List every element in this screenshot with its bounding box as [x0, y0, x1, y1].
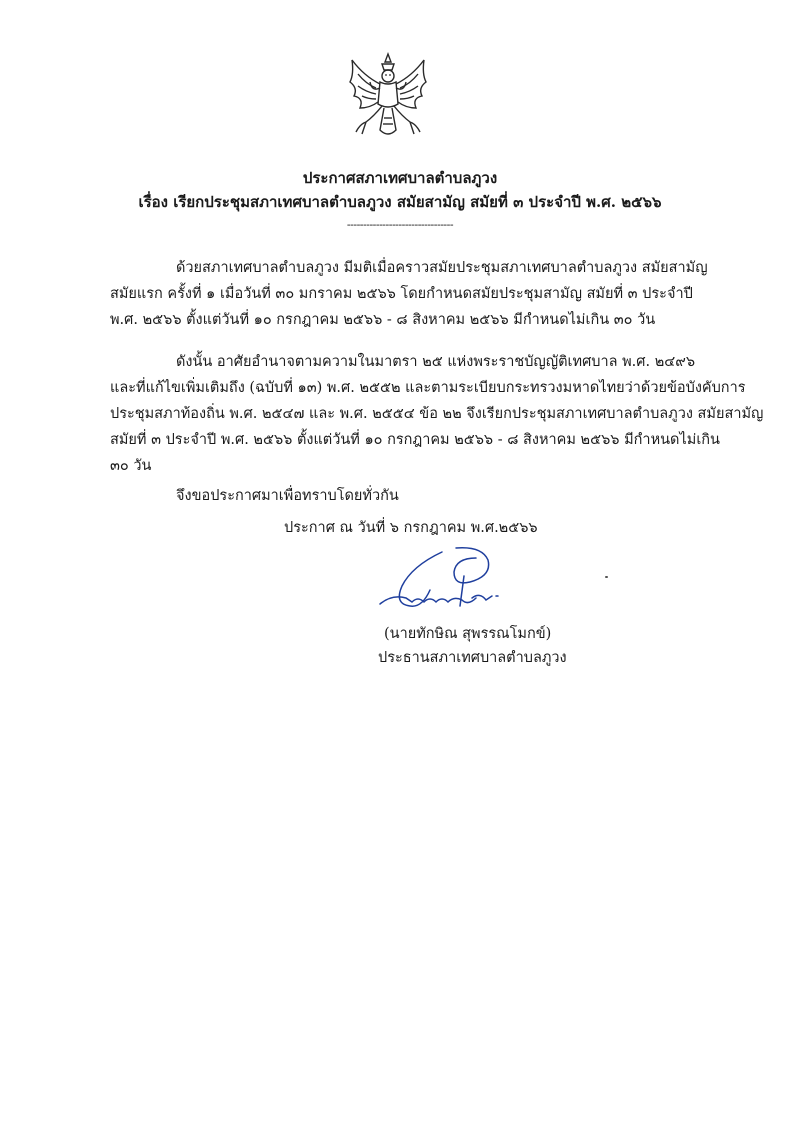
- closing-line: จึงขอประกาศมาเพื่อทราบโดยทั่วกัน: [176, 488, 399, 504]
- signature-icon: [372, 546, 522, 616]
- garuda-emblem-icon: [346, 52, 430, 142]
- dateline: ประกาศ ณ วันที่ ๖ กรกฎาคม พ.ศ.๒๕๖๖: [284, 520, 538, 536]
- announcement-subject: เรื่อง เรียกประชุมสภาเทศบาลตำบลภูวง สมัยสามัญ สมัยที่ ๓ ประจำปี พ.ศ. ๒๕๖๖: [138, 193, 662, 211]
- announcement-title: ประกาศสภาเทศบาลตำบลภูวง: [302, 169, 498, 187]
- ink-speck: [605, 576, 608, 578]
- paragraph-2-line-4: สมัยที่ ๓ ประจำปี พ.ศ. ๒๕๖๖ ตั้งแต่วันที่ ๑๐ กรกฎาคม ๒๕๖๖ - ๘ สิงหาคม ๒๕๖๖ มีกำหนดไม่เกิน: [110, 432, 720, 448]
- paragraph-2-line-5: ๓๐ วัน: [110, 458, 152, 474]
- paragraph-2-line-2: และที่แก้ไขเพิ่มเติมถึง (ฉบับที่ ๑๓) พ.ศ. ๒๕๕๒ และตามระเบียบกระทรวงมหาดไทยว่าด้วยข้อบังคับการ: [110, 380, 746, 396]
- paragraph-2-line-1: ดังนั้น อาศัยอำนาจตามความในมาตรา ๒๕ แห่งพระราชบัญญัติเทศบาล พ.ศ. ๒๔๙๖: [176, 354, 696, 370]
- paragraph-2-line-3: ประชุมสภาท้องถิ่น พ.ศ. ๒๕๔๗ และ พ.ศ. ๒๕๕๔ ข้อ ๒๒ จึงเรียกประชุมสภาเทศบาลตำบลภูวง สมัยสามัญ: [110, 406, 764, 422]
- signatory-name: (นายทักษิณ สุพรรณโมกข์): [384, 626, 552, 642]
- signatory-position: ประธานสภาเทศบาลตำบลภูวง: [378, 650, 567, 666]
- paragraph-1-line-3: พ.ศ. ๒๕๖๖ ตั้งแต่วันที่ ๑๐ กรกฎาคม ๒๕๖๖ - ๘ สิงหาคม ๒๕๖๖ มีกำหนดไม่เกิน ๓๐ วัน: [110, 312, 656, 328]
- paragraph-1-line-2: สมัยแรก ครั้งที่ ๑ เมื่อวันที่ ๓๐ มกราคม ๒๕๖๖ โดยกำหนดสมัยประชุมสามัญ สมัยที่ ๓ ประจำปี: [110, 286, 693, 302]
- paragraph-1-line-1: ด้วยสภาเทศบาลตำบลภูวง มีมติเมื่อคราวสมัยประชุมสภาเทศบาลตำบลภูวง สมัยสามัญ: [176, 260, 708, 276]
- title-divider: ---------------------------------: [346, 218, 454, 231]
